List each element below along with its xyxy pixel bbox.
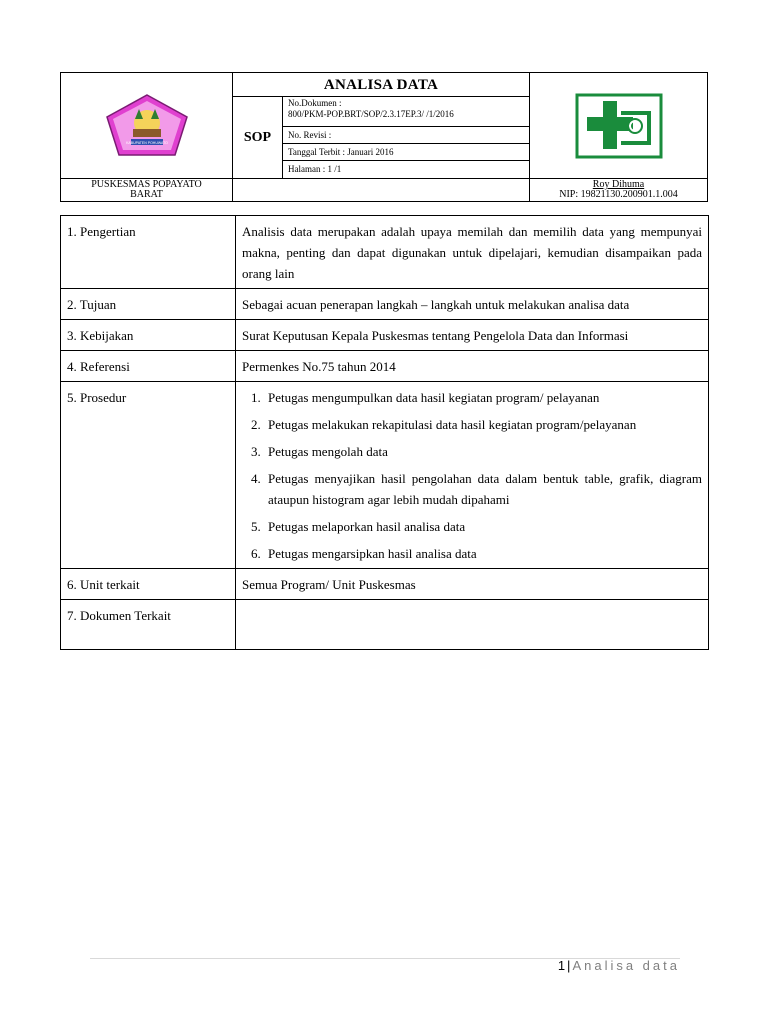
row-value: Permenkes No.75 tahun 2014 [236, 351, 709, 382]
row-label: 3. Kebijakan [61, 320, 236, 351]
pohuwato-emblem-icon [105, 93, 189, 159]
row-label: 1. Pengertian [61, 216, 236, 289]
procedure-step: 4. Petugas menyajikan hasil pengolahan data dalam bentuk table, grafik, diagram ataupun histogram agar lebih mudah dipahami [264, 468, 702, 510]
row-label: 6. Unit terkait [61, 569, 236, 600]
pohuwato-logo-cell [61, 73, 233, 179]
puskesmas-logo-cell [530, 73, 707, 179]
footer-doc-title: Analisa data [572, 958, 680, 973]
row-label: 2. Tujuan [61, 289, 236, 320]
procedure-list [242, 387, 702, 564]
row-label: 4. Referensi [61, 351, 236, 382]
table-row [61, 600, 709, 650]
procedure-cell [236, 382, 709, 569]
institution-line-2: BARAT [130, 189, 163, 200]
sop-label: SOP [233, 97, 283, 179]
page-number: 1 [557, 958, 566, 973]
signatory [530, 179, 707, 201]
emblem-caption: KABUPATEN POHUWATO [125, 140, 168, 145]
procedure-step: 3. Petugas mengolah data [264, 441, 702, 462]
no-dokumen-label: No.Dokumen : [288, 98, 342, 108]
table-row [61, 289, 709, 320]
header-empty-cell [233, 179, 530, 201]
page-footer [558, 958, 680, 973]
institution-line-1: PUSKESMAS POPAYATO [91, 179, 202, 190]
row-value: Semua Program/ Unit Puskesmas [236, 569, 709, 600]
tanggal-terbit: Tanggal Terbit : Januari 2016 [283, 144, 530, 161]
row-value: Surat Keputusan Kepala Puskesmas tentang Pengelola Data dan Informasi [236, 320, 709, 351]
procedure-step: 2. Petugas melakukan rekapitulasi data hasil kegiatan program/pelayanan [264, 414, 702, 435]
table-row [61, 569, 709, 600]
procedure-step: 6. Petugas mengarsipkan hasil analisa data [264, 543, 702, 564]
table-row [61, 351, 709, 382]
procedure-step: 1. Petugas mengumpulkan data hasil kegiatan program/ pelayanan [264, 387, 702, 408]
row-value: Sebagai acuan penerapan langkah – langkah untuk melakukan analisa data [236, 289, 709, 320]
halaman: Halaman : 1 /1 [283, 161, 530, 179]
footer-separator: | [567, 958, 571, 973]
no-dokumen-value: 800/PKM-POP.BRT/SOP/2.3.17EP.3/ /1/2016 [288, 109, 454, 119]
row-label: 5. Prosedur [61, 382, 236, 569]
row-value: Analisis data merupakan adalah upaya memilah dan memilih data yang mempunyai makna, penting dan dapat digunakan untuk dipelajari, kemudian disampaikan pada orang lain [236, 216, 709, 289]
no-revisi: No. Revisi : [283, 127, 530, 144]
sop-header [60, 72, 708, 202]
table-row [61, 216, 709, 289]
table-row [61, 382, 709, 569]
row-label: 7. Dokumen Terkait [61, 600, 236, 650]
puskesmas-cross-icon [575, 93, 663, 159]
sop-content-table [60, 215, 709, 650]
row-value [236, 600, 709, 650]
institution-name [61, 179, 233, 201]
procedure-step: 5. Petugas melaporkan hasil analisa data [264, 516, 702, 537]
document-title: ANALISA DATA [233, 73, 530, 97]
signatory-nip: NIP: 19821130.200901.1.004 [559, 189, 678, 200]
table-row [61, 320, 709, 351]
no-dokumen [283, 97, 530, 127]
signatory-name: Roy Dihuma [592, 179, 645, 190]
